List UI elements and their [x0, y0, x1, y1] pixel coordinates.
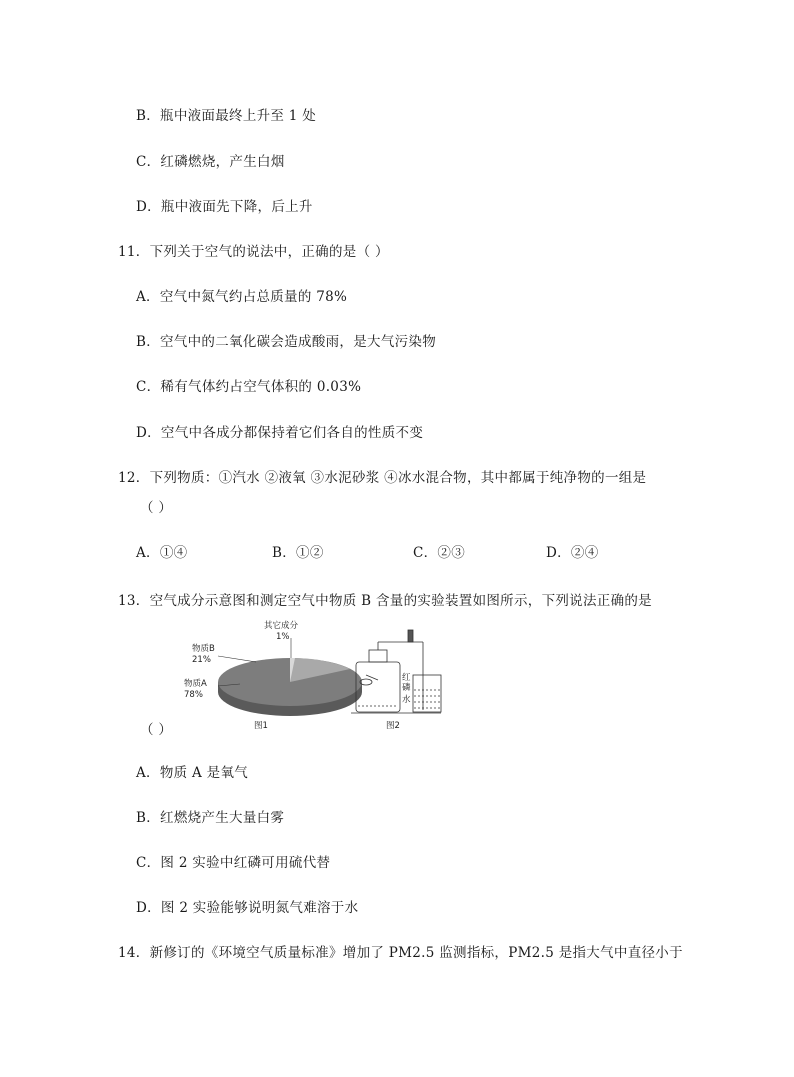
q12-option-d: D．②④	[546, 545, 599, 561]
q10-option-c: C．红磷燃烧，产生白烟	[136, 154, 285, 170]
q11-option-b: B．空气中的二氧化碳会造成酸雨，是大气污染物	[136, 334, 437, 350]
label-other: 其它成分	[264, 621, 299, 631]
apparatus-label-lin: 磷	[402, 683, 411, 693]
q11-option-d: D．空气中各成分都保持着它们各自的性质不变	[136, 425, 424, 441]
q13-stem: 13．空气成分示意图和测定空气中物质 B 含量的实验装置如图所示，下列说法正确的是	[118, 593, 652, 609]
label-b: 物质B	[192, 644, 215, 654]
q13-option-d: D．图 2 实验能够说明氮气难溶于水	[136, 900, 359, 916]
bottle	[356, 662, 400, 712]
q13-option-b: B．红燃烧产生大量白雾	[136, 810, 285, 826]
apparatus	[351, 630, 441, 713]
caption-figure-2: 图2	[386, 721, 400, 731]
beaker	[413, 675, 441, 712]
apparatus-label-water: 水	[402, 695, 411, 705]
q12-option-c: C．②③	[413, 545, 466, 561]
q12-answer-paren: （ ）	[140, 500, 173, 516]
label-other-pct: 1%	[276, 632, 290, 642]
caption-figure-1: 图1	[254, 721, 268, 731]
q10-option-d: D．瓶中液面先下降，后上升	[136, 199, 313, 215]
water-lines	[414, 690, 440, 708]
q12-stem: 12．下列物质：①汽水 ②液氧 ③水泥砂浆 ④冰水混合物，其中都属于纯净物的一组是	[118, 470, 647, 486]
q11-option-a: A．空气中氮气约占总质量的 78%	[136, 289, 348, 305]
q11-option-c: C．稀有气体约占空气体积的 0.03%	[136, 379, 362, 395]
q10-option-b: B．瓶中液面最终上升至 1 处	[136, 108, 317, 124]
label-a-pct: 78%	[184, 690, 203, 700]
q13-answer-paren: （ ）	[140, 722, 173, 738]
label-a: 物质A	[184, 679, 207, 689]
pie-chart	[184, 620, 362, 731]
q12-option-b: B．①②	[272, 545, 324, 561]
pointer-b	[218, 656, 256, 662]
clamp	[408, 630, 413, 642]
q13-option-c: C．图 2 实验中红磷可用硫代替	[136, 855, 331, 871]
q13-option-a: A．物质 A 是氧气	[136, 765, 249, 781]
q11-stem: 11．下列关于空气的说法中，正确的是（ ）	[118, 244, 389, 260]
q14-stem: 14．新修订的《环境空气质量标准》增加了 PM2.5 监测指标，PM2.5 是指大气中直径小于	[118, 945, 683, 961]
q13-figure	[178, 620, 458, 738]
label-b-pct: 21%	[192, 655, 211, 665]
stopper	[369, 650, 387, 662]
q12-option-a: A．①④	[136, 545, 188, 561]
apparatus-label-hong: 红	[402, 673, 411, 683]
